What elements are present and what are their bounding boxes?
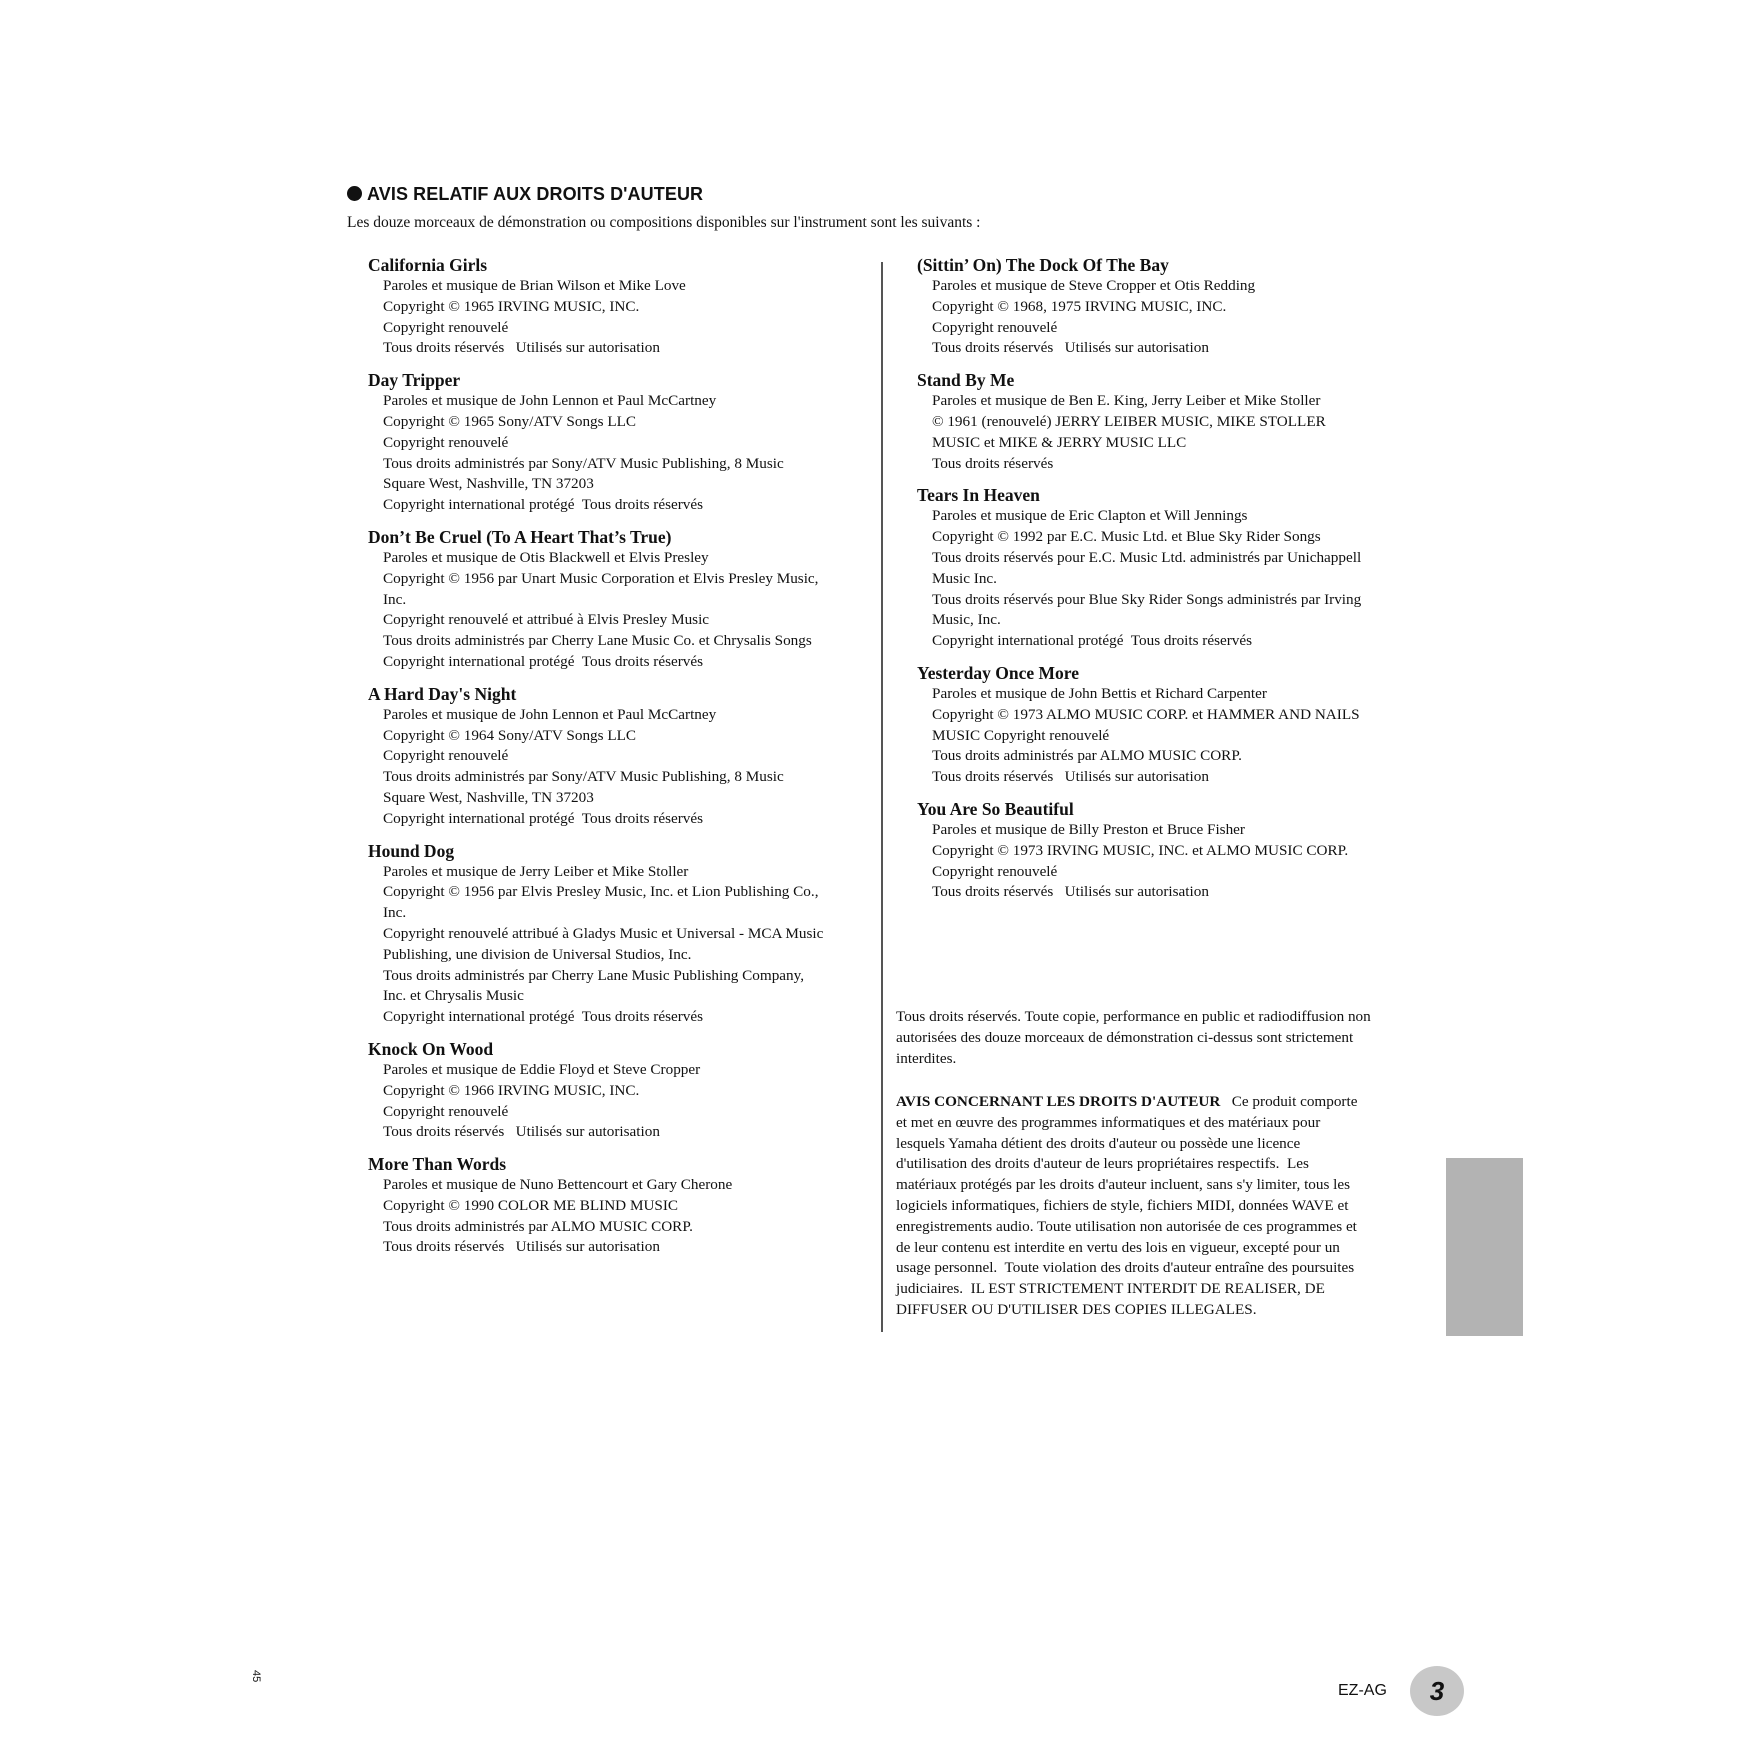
- credit-line: Tous droits réservés: [932, 454, 1054, 472]
- credit-line: Copyright © 1964 Sony/ATV Songs LLC: [383, 726, 637, 744]
- credit-line: Copyright © 1956 par Unart Music Corporation et Elvis Presley Music,: [383, 569, 819, 587]
- song-entry: [368, 840, 880, 1028]
- credit-line: Tous droits réservés Utilisés sur autorisation: [932, 883, 1209, 901]
- credit-line: Paroles et musique de Steve Cropper et Otis Redding: [932, 277, 1256, 294]
- credit-line: © 1961 (renouvelé) JERRY LEIBER MUSIC, MIKE STOLLER: [932, 412, 1326, 430]
- song-credits: [368, 276, 880, 359]
- credit-line: Tous droits réservés pour Blue Sky Rider Songs administrés par Irving: [932, 590, 1362, 608]
- credit-line: Square West, Nashville, TN 37203: [383, 475, 594, 493]
- credit-line: Music Inc.: [932, 569, 997, 587]
- credit-line: Tous droits réservés Utilisés sur autorisation: [932, 339, 1209, 357]
- credit-line: Inc. et Chrysalis Music: [383, 987, 524, 1005]
- song-credits: [917, 684, 1437, 788]
- credit-line: Copyright © 1973 ALMO MUSIC CORP. et HAMMER AND NAILS: [932, 705, 1360, 723]
- song-title: Tears In Heaven: [917, 485, 1040, 506]
- song-title: Knock On Wood: [368, 1038, 494, 1059]
- credit-line: Inc.: [383, 904, 407, 922]
- credit-line: MUSIC Copyright renouvelé: [932, 726, 1110, 744]
- notice-line: DIFFUSER OU D'UTILISER DES COPIES ILLEGALES.: [896, 1300, 1257, 1318]
- notice-line: autorisées des douze morceaux de démonstration ci-dessus sont strictement: [896, 1028, 1354, 1046]
- notice-line: de leur contenu est interdite en vertu des lois en vigueur, excepté pour un: [896, 1238, 1340, 1256]
- song-title: Don’t Be Cruel (To A Heart That’s True): [368, 526, 672, 547]
- credit-line: Copyright © 1956 par Elvis Presley Music, Inc. et Lion Publishing Co.,: [383, 883, 819, 901]
- credit-line: Tous droits administrés par Sony/ATV Music Publishing, 8 Music: [383, 454, 784, 472]
- credit-line: Copyright renouvelé: [383, 1102, 509, 1120]
- song-title: (Sittin’ On) The Dock Of The Bay: [917, 255, 1169, 275]
- credit-line: Tous droits réservés Utilisés sur autorisation: [932, 768, 1209, 786]
- footer-model-name: EZ-AG: [1338, 1682, 1387, 1699]
- song-entry: [368, 254, 880, 359]
- song-entry: [917, 798, 1437, 903]
- credit-line: Copyright renouvelé: [932, 862, 1058, 880]
- credit-line: Paroles et musique de John Bettis et Richard Carpenter: [932, 684, 1267, 702]
- credit-line: Tous droits réservés Utilisés sur autorisation: [383, 1238, 660, 1256]
- song-credits: [368, 1175, 880, 1258]
- song-credits: [368, 1060, 880, 1143]
- notice-line: matériaux protégés par les droits d'auteur incluent, sans s'y limiter, tous les: [896, 1176, 1351, 1194]
- song-title: A Hard Day's Night: [368, 683, 517, 704]
- credit-line: Music, Inc.: [932, 611, 1001, 629]
- song-entry: [368, 369, 880, 516]
- song-entry: [917, 254, 1437, 359]
- song-credits: [368, 862, 880, 1028]
- page-edge-tab: [1446, 1158, 1523, 1336]
- credit-line: Copyright international protégé Tous droits réservés: [932, 632, 1253, 650]
- credit-line: Paroles et musique de Otis Blackwell et Elvis Presley: [383, 548, 709, 566]
- song-title: California Girls: [368, 255, 488, 275]
- credit-line: Copyright international protégé Tous droits réservés: [383, 1008, 704, 1026]
- song-title: More Than Words: [368, 1154, 507, 1175]
- credit-line: Copyright © 1968, 1975 IRVING MUSIC, INC.: [932, 297, 1227, 315]
- page-number-badge: 3: [1410, 1666, 1464, 1716]
- heading-text: AVIS RELATIF AUX DROITS D'AUTEUR: [367, 184, 704, 204]
- credit-line: Paroles et musique de Nuno Bettencourt et Gary Cherone: [383, 1176, 733, 1194]
- song-entry: [368, 1038, 880, 1143]
- credit-line: Copyright © 1966 IRVING MUSIC, INC.: [383, 1081, 640, 1099]
- song-entry: [917, 369, 1437, 474]
- credit-line: Paroles et musique de Jerry Leiber et Mike Stoller: [383, 862, 689, 880]
- right-song-column: [917, 254, 1437, 913]
- side-page-number: 45: [250, 1670, 262, 1683]
- credit-line: Copyright renouvelé: [932, 318, 1058, 336]
- credit-line: Paroles et musique de John Lennon et Paul McCartney: [383, 705, 717, 723]
- credit-line: Copyright international protégé Tous droits réservés: [383, 496, 704, 514]
- credit-line: Tous droits administrés par Cherry Lane Music Publishing Company,: [383, 966, 805, 984]
- song-credits: [368, 705, 880, 830]
- notice-line: lesquels Yamaha détient des droits d'auteur ou possède une licence: [896, 1134, 1301, 1152]
- song-entry: [917, 662, 1437, 788]
- credit-line: Copyright © 1965 Sony/ATV Songs LLC: [383, 412, 637, 430]
- notice-lead-rest: Ce produit comporte: [1220, 1093, 1358, 1110]
- notice-lead: AVIS CONCERNANT LES DROITS D'AUTEUR: [896, 1093, 1221, 1110]
- song-credits: [917, 391, 1437, 474]
- credit-line: Paroles et musique de Ben E. King, Jerry Leiber et Mike Stoller: [932, 392, 1321, 410]
- notice-line: et met en œuvre des programmes informatiques et des matériaux pour: [896, 1113, 1321, 1131]
- credit-line: Inc.: [383, 590, 407, 608]
- credit-line: Tous droits réservés Utilisés sur autorisation: [383, 1123, 660, 1141]
- credit-line: Copyright renouvelé: [383, 747, 509, 765]
- credit-line: Tous droits administrés par ALMO MUSIC CORP.: [932, 747, 1242, 765]
- credit-line: Paroles et musique de Eddie Floyd et Steve Cropper: [383, 1060, 701, 1078]
- credit-line: Tous droits administrés par Cherry Lane Music Co. et Chrysalis Songs: [383, 632, 812, 650]
- column-divider: [881, 262, 883, 1332]
- song-credits: [917, 506, 1437, 652]
- credit-line: Copyright international protégé Tous droits réservés: [383, 809, 704, 827]
- song-entry: [368, 1153, 880, 1258]
- credit-line: Copyright © 1965 IRVING MUSIC, INC.: [383, 297, 640, 315]
- section-heading: [347, 184, 703, 205]
- left-song-column: [368, 254, 880, 1268]
- notice-line: d'utilisation des droits d'auteur de leurs propriétaires respectifs. Les: [896, 1155, 1309, 1173]
- notice-line: logiciels informatiques, fichiers de style, fichiers MIDI, données WAVE et: [896, 1196, 1349, 1214]
- credit-line: Copyright international protégé Tous droits réservés: [383, 652, 704, 670]
- credit-line: Copyright renouvelé attribué à Gladys Music et Universal - MCA Music: [383, 924, 824, 942]
- song-credits: [917, 276, 1437, 359]
- credit-line: Paroles et musique de Brian Wilson et Mike Love: [383, 277, 686, 294]
- credit-line: MUSIC et MIKE & JERRY MUSIC LLC: [932, 433, 1187, 451]
- credit-line: Tous droits réservés pour E.C. Music Ltd. administrés par Unichappell: [932, 548, 1362, 566]
- credit-line: Copyright renouvelé: [383, 433, 509, 451]
- song-credits: [368, 548, 880, 673]
- credit-line: Copyright renouvelé: [383, 318, 509, 336]
- bullet-icon: [347, 186, 362, 201]
- notice-line: interdites.: [896, 1049, 957, 1067]
- song-title: Stand By Me: [917, 370, 1015, 391]
- credit-line: Tous droits réservés Utilisés sur autorisation: [383, 339, 660, 357]
- credit-line: Copyright renouvelé et attribué à Elvis Presley Music: [383, 611, 710, 629]
- song-title: Day Tripper: [368, 370, 461, 391]
- credit-line: Paroles et musique de John Lennon et Paul McCartney: [383, 392, 717, 410]
- song-title: Yesterday Once More: [917, 662, 1079, 683]
- song-credits: [917, 820, 1437, 903]
- credit-line: Tous droits administrés par ALMO MUSIC CORP.: [383, 1217, 693, 1235]
- credit-line: Square West, Nashville, TN 37203: [383, 788, 594, 806]
- copyright-notice: [896, 1092, 1416, 1321]
- credit-line: Paroles et musique de Billy Preston et Bruce Fisher: [932, 820, 1245, 838]
- intro-text: Les douze morceaux de démonstration ou compositions disponibles sur l'instrument sont les suivants :: [347, 214, 981, 231]
- credit-line: Copyright © 1973 IRVING MUSIC, INC. et ALMO MUSIC CORP.: [932, 841, 1349, 859]
- credit-line: Copyright © 1992 par E.C. Music Ltd. et Blue Sky Rider Songs: [932, 528, 1321, 546]
- credit-line: Paroles et musique de Eric Clapton et Will Jennings: [932, 507, 1248, 525]
- reproduction-notice: [896, 1007, 1416, 1069]
- notice-line: enregistrements audio. Toute utilisation non autorisée de ces programmes et: [896, 1217, 1357, 1235]
- notice-line: Tous droits réservés. Toute copie, performance en public et radiodiffusion non: [896, 1008, 1371, 1025]
- notice-line: usage personnel. Toute violation des droits d'auteur entraîne des poursuites: [896, 1259, 1355, 1277]
- song-credits: [368, 391, 880, 516]
- song-entry: [368, 526, 880, 673]
- song-entry: [368, 683, 880, 830]
- song-entry: [917, 484, 1437, 652]
- song-title: You Are So Beautiful: [917, 798, 1074, 819]
- credit-line: Tous droits administrés par Sony/ATV Music Publishing, 8 Music: [383, 768, 784, 786]
- credit-line: Publishing, une division de Universal Studios, Inc.: [383, 945, 692, 963]
- credit-line: Copyright © 1990 COLOR ME BLIND MUSIC: [383, 1196, 679, 1214]
- notice-line: judiciaires. IL EST STRICTEMENT INTERDIT DE REALISER, DE: [896, 1280, 1325, 1298]
- song-title: Hound Dog: [368, 840, 455, 861]
